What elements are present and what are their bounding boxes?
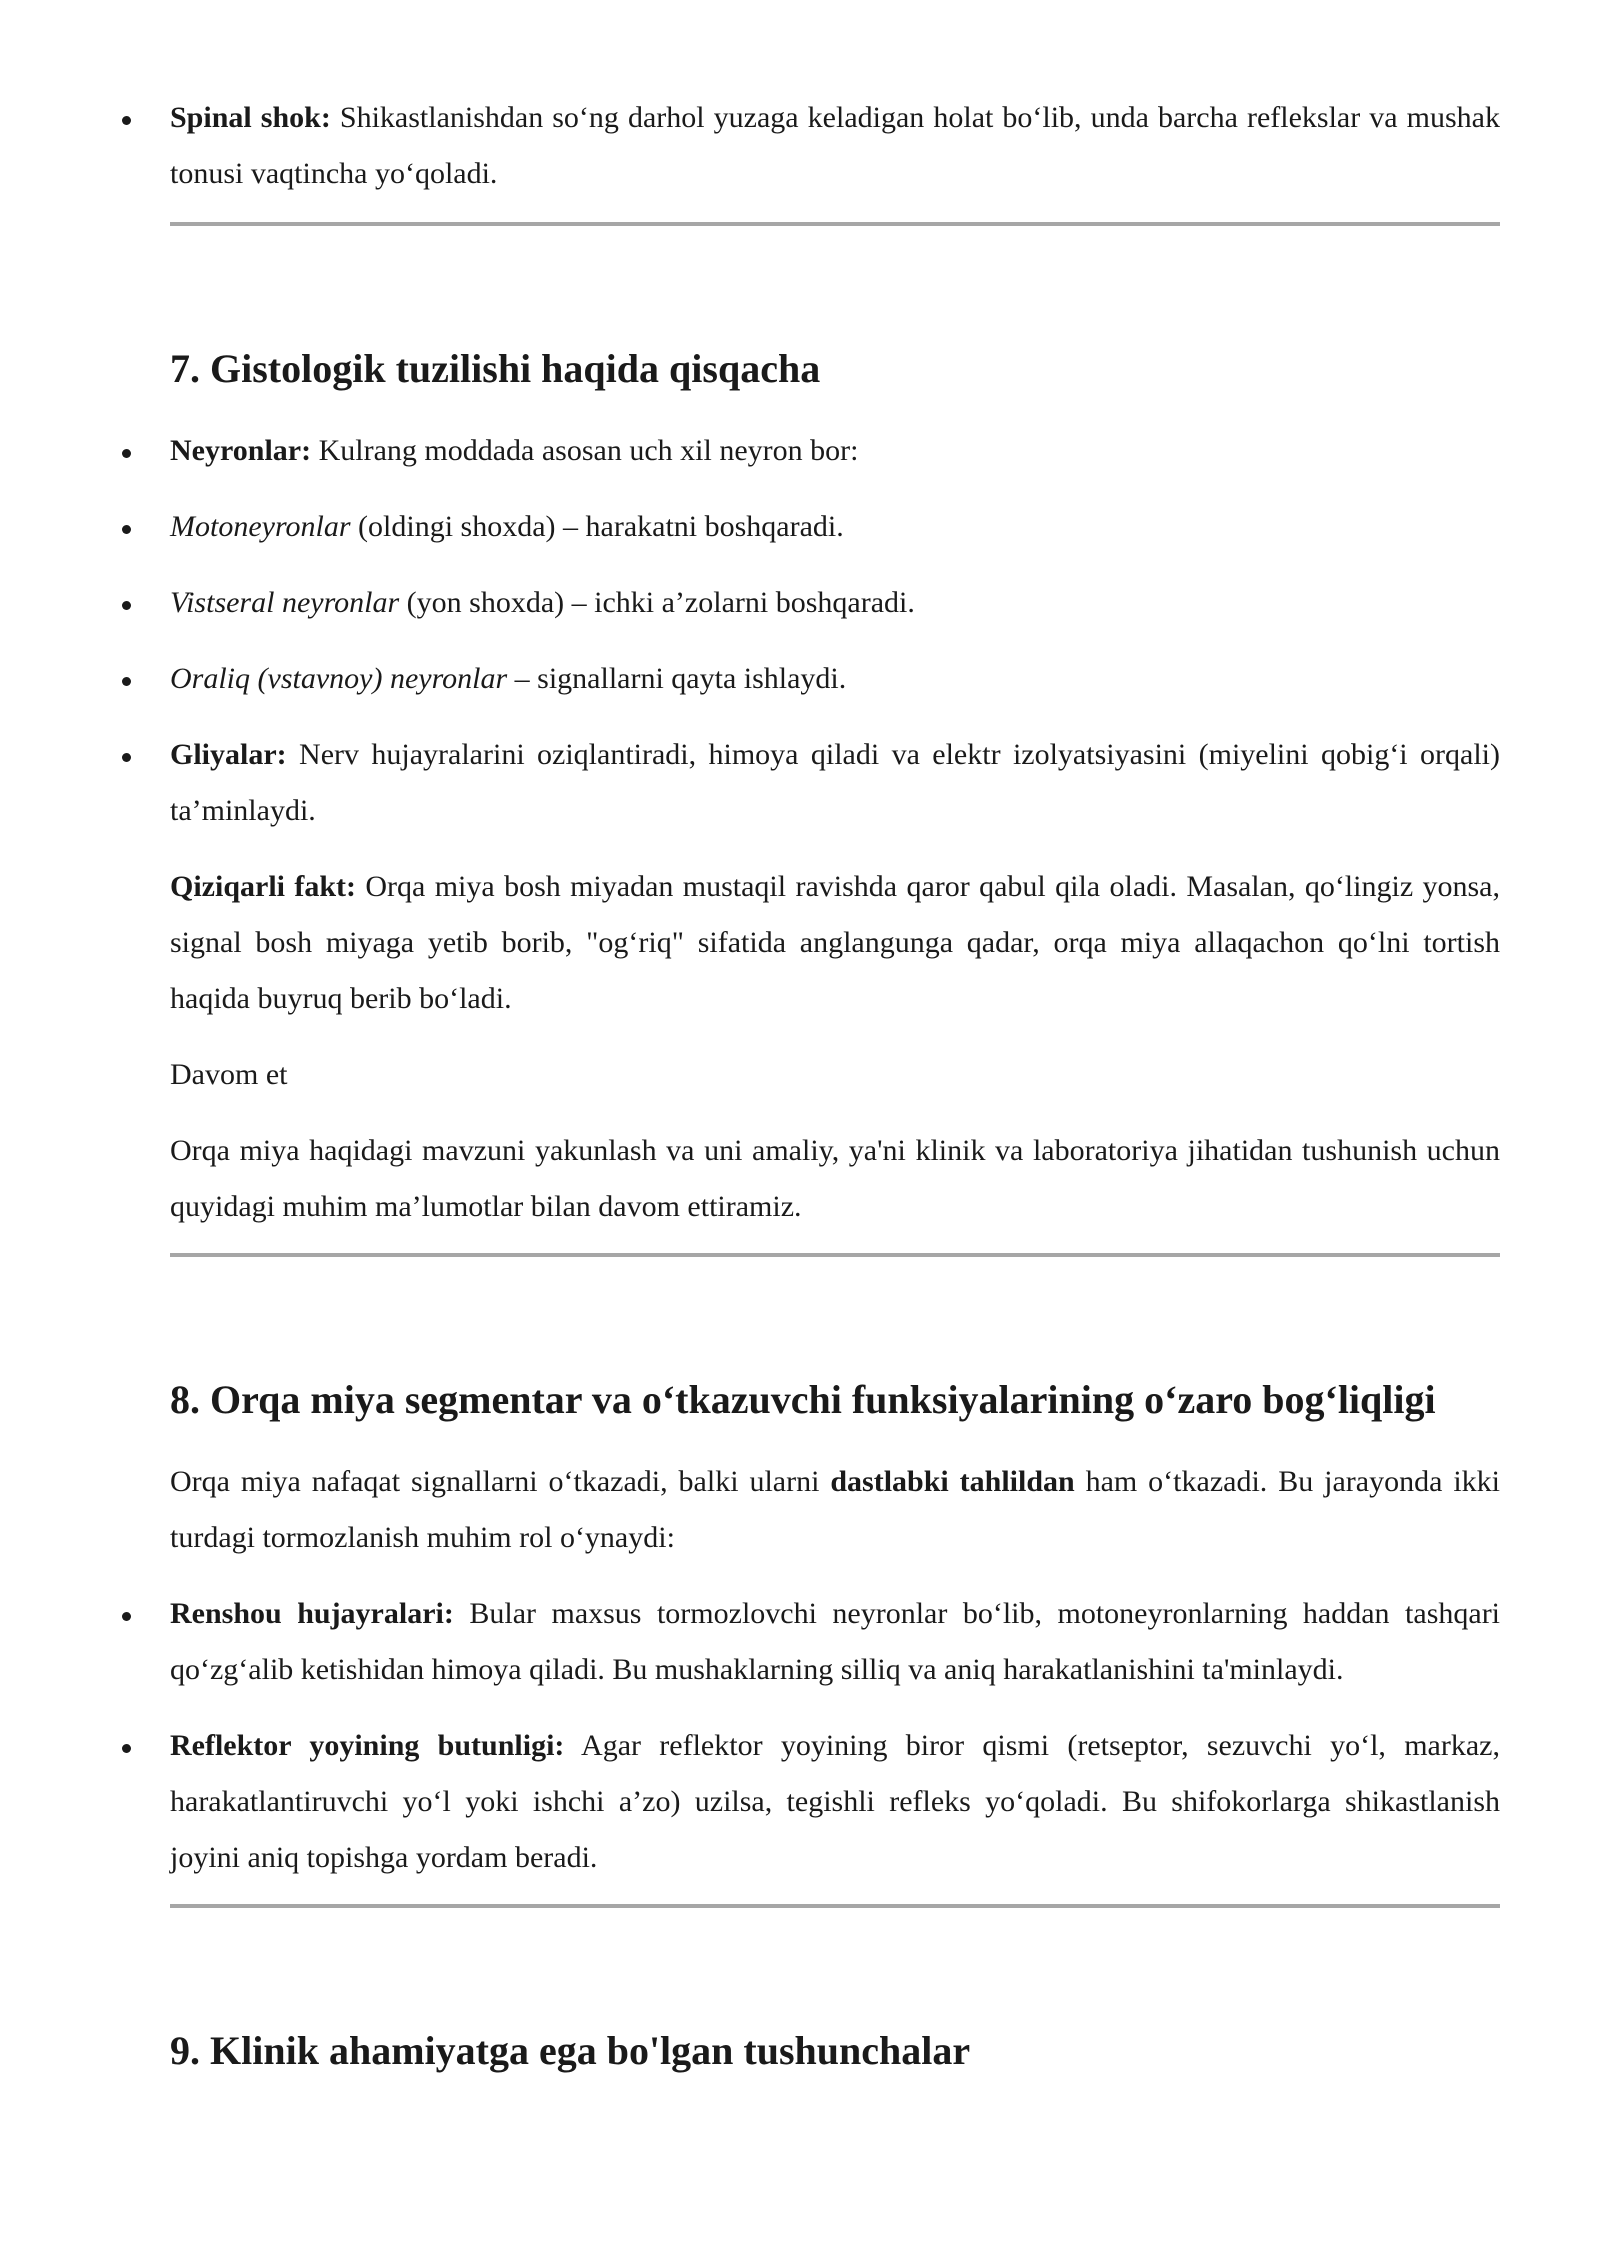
item-text: (yon shoxda) – ichki a’zolarni boshqaradi. [399,586,915,619]
section-heading: 9. Klinik ahamiyatga ega bo'lgan tushunchalar [170,2028,971,2073]
bullet-icon [122,1744,131,1753]
section-heading: 8. Orqa miya segmentar va o‘tkazuvchi funksiyalarining o‘zaro bog‘liqligi [170,1377,1436,1422]
section-divider [170,1253,1500,1257]
bullet-icon [122,116,131,125]
intro-text: ham o‘tkazadi. Bu jarayonda ikki turdagi tormozlanish muhim rol o‘ynaydi: [170,1465,1500,1554]
section-divider [170,1904,1500,1908]
item-text: Kulrang moddada asosan uch xil neyron bor: [311,434,859,467]
item-text: Bular maxsus tormozlovchi neyronlar bo‘lib, motoneyronlarning haddan tashqari qo‘zg‘alib ketishidan himoya qiladi. Bu mushaklarning silliq va aniq harakatlanishini ta'minlaydi. [170,1597,1501,1686]
list-item [170,90,1500,202]
item-label: Gliyalar: [170,738,287,771]
list-item [170,575,1500,631]
bullet-icon [122,753,131,762]
item-text: Nerv hujayralarini oziqlantiradi, himoya qiladi va elektr izolyatsiyasini (miyelini qobig‘i orqali) ta’minlaydi. [170,738,1500,827]
intro-bold: dastlabki tahlildan [830,1465,1075,1498]
fact-text: Orqa miya bosh miyadan mustaqil ravishda qaror qabul qila oladi. Masalan, qo‘lingiz yonsa, signal bosh miyaga yetib borib, "og‘riq" sifatida anglangunga qadar, orqa miya allaqachon qo‘lni tortish haqida buyruq berib bo‘ladi. [170,870,1500,1015]
item-text: Agar reflektor yoyining biror qismi (retseptor, sezuvchi yo‘l, markaz, harakatlantiruvchi yo‘l yoki ishchi a’zo) uzilsa, tegishli refleks yo‘qoladi. Bu shifokorlarga shikastlanish joyini aniq topishga yordam beradi. [170,1729,1500,1874]
bullet-icon [122,601,131,610]
bullet-icon [122,525,131,534]
section-divider [170,222,1500,226]
list-item [170,1718,1500,1886]
item-text: Shikastlanishdan so‘ng darhol yuzaga keladigan holat bo‘lib, unda barcha reflekslar va mushak tonusi vaqtincha yo‘qoladi. [170,101,1500,190]
list-item [170,423,1500,479]
section8-intro [170,1454,1500,1566]
item-label: Neyronlar: [170,434,312,467]
fun-fact-paragraph [170,859,1500,1027]
fact-label: Qiziqarli fakt: [170,870,357,903]
bullet-icon [122,1612,131,1621]
item-label: Renshou hujayralari: [170,1597,454,1630]
item-italic: Vistseral neyronlar [170,586,400,619]
bullet-icon [122,449,131,458]
item-label: Spinal shok: [170,101,331,134]
document-content [170,90,1500,2079]
item-italic: Motoneyronlar [170,510,351,543]
continue-text: Davom et [170,1058,288,1091]
top-list [170,90,1500,202]
section-heading: 7. Gistologik tuzilishi haqida qisqacha [170,346,821,391]
histology-list [170,423,1500,839]
item-italic: Oraliq (vstavnoy) neyronlar [170,662,508,695]
item-text: – signallarni qayta ishlaydi. [507,662,847,695]
list-item [170,1586,1500,1698]
list-item [170,499,1500,555]
list-item [170,727,1500,839]
item-label: Reflektor yoyining butunligi: [170,1729,565,1762]
intro-text: Orqa miya nafaqat signallarni o‘tkazadi, balki ularni [170,1465,831,1498]
inhibition-list [170,1586,1500,1886]
item-text: (oldingi shoxda) – harakatni boshqaradi. [350,510,844,543]
list-item [170,651,1500,707]
bullet-icon [122,677,131,686]
intro-paragraph: Orqa miya haqidagi mavzuni yakunlash va uni amaliy, ya'ni klinik va laboratoriya jihatidan tushunish uchun quyidagi muhim ma’lumotlar bilan davom ettiramiz. [170,1134,1500,1223]
